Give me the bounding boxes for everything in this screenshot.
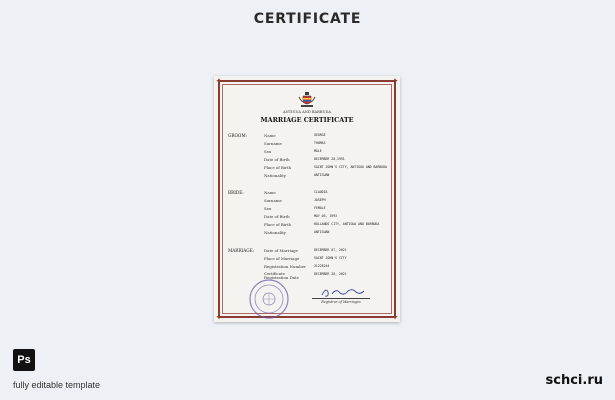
field-value: THOMAS (314, 141, 326, 145)
groom-section-label: GROOM: (228, 133, 248, 138)
field-label: Surname (264, 198, 282, 203)
field-label: Place of Birth (264, 165, 291, 170)
field-label: Certificate Registration Date (264, 271, 299, 281)
site-watermark: schci.ru (545, 373, 603, 388)
field-label: Place of Birth (264, 222, 291, 227)
field-value: ANTIGUAN (314, 173, 330, 177)
groom-dob-row (264, 157, 394, 163)
field-label: Registration Number (264, 264, 306, 269)
field-value: FEMALE (314, 206, 326, 210)
marriage-section-label: MARRIAGE: (228, 248, 255, 253)
official-seal-icon (248, 278, 290, 320)
field-value: CLAUDIA (314, 190, 328, 194)
field-value: SAINT JOHN'S CITY (314, 256, 347, 260)
signature-line (312, 298, 370, 299)
bride-name-row (264, 190, 394, 196)
corner-ornament-icon: ✦ (391, 312, 399, 322)
field-value: DECEMBER 07, 2021 (314, 248, 347, 252)
certificate-title: MARRIAGE CERTIFICATE (260, 116, 354, 124)
field-value: GEORGE (314, 133, 326, 137)
groom-nationality-row (264, 173, 394, 179)
bride-dob-row (264, 214, 394, 220)
field-value: MALE (314, 149, 322, 153)
field-label: Date of Marriage (264, 248, 298, 253)
bride-sex-row (264, 206, 394, 212)
groom-sex-row (264, 149, 394, 155)
field-label: Date of Birth (264, 214, 290, 219)
field-value: MAY 05, 1993 (314, 214, 338, 218)
country-name: ANTIGUA AND BARBUDA (283, 110, 331, 114)
marriage-date-row (264, 248, 394, 254)
registrar-signature-icon (318, 286, 368, 298)
field-label: Sex (264, 149, 272, 154)
field-label: Nationality (264, 230, 286, 235)
field-value: SAINT JOHN'S CITY, ANTIGUA AND BARBUDA (314, 165, 387, 169)
corner-ornament-icon: ✦ (391, 76, 399, 86)
signature-caption: Registrar of Marriages (321, 300, 361, 304)
registration-number-row (264, 264, 394, 270)
bride-nationality-row (264, 230, 394, 236)
corner-ornament-icon: ✦ (215, 312, 223, 322)
bride-surname-row (264, 198, 394, 204)
field-label: Sex (264, 206, 272, 211)
bride-section-label: BRIDE: (228, 190, 244, 195)
photoshop-icon: Ps (13, 349, 35, 371)
field-value: DECEMBER 28,1991 (314, 157, 345, 161)
bride-pob-row (264, 222, 394, 228)
field-label: Surname (264, 141, 282, 146)
corner-ornament-icon: ✦ (215, 76, 223, 86)
certificate-document (214, 76, 400, 322)
field-value: JOSEPH (314, 198, 326, 202)
field-label: Nationality (264, 173, 286, 178)
field-value: 31228244 (314, 264, 330, 268)
field-label: Name (264, 133, 276, 138)
field-value: DECEMBER 20, 2021 (314, 272, 347, 276)
field-value: ANTIGUAN (314, 230, 330, 234)
groom-surname-row (264, 141, 394, 147)
field-label: Date of Birth (264, 157, 290, 162)
field-label: Name (264, 190, 276, 195)
coat-of-arms-icon (298, 91, 316, 109)
page-title: CERTIFICATE (253, 11, 362, 27)
marriage-place-row (264, 256, 394, 262)
editable-note: fully editable template (13, 380, 101, 390)
groom-name-row (264, 133, 394, 139)
field-value: HOLLANDS CITY, ANTIGUA AND BARBUDA (314, 222, 380, 226)
groom-pob-row (264, 165, 394, 171)
field-label: Place of Marriage (264, 256, 300, 261)
